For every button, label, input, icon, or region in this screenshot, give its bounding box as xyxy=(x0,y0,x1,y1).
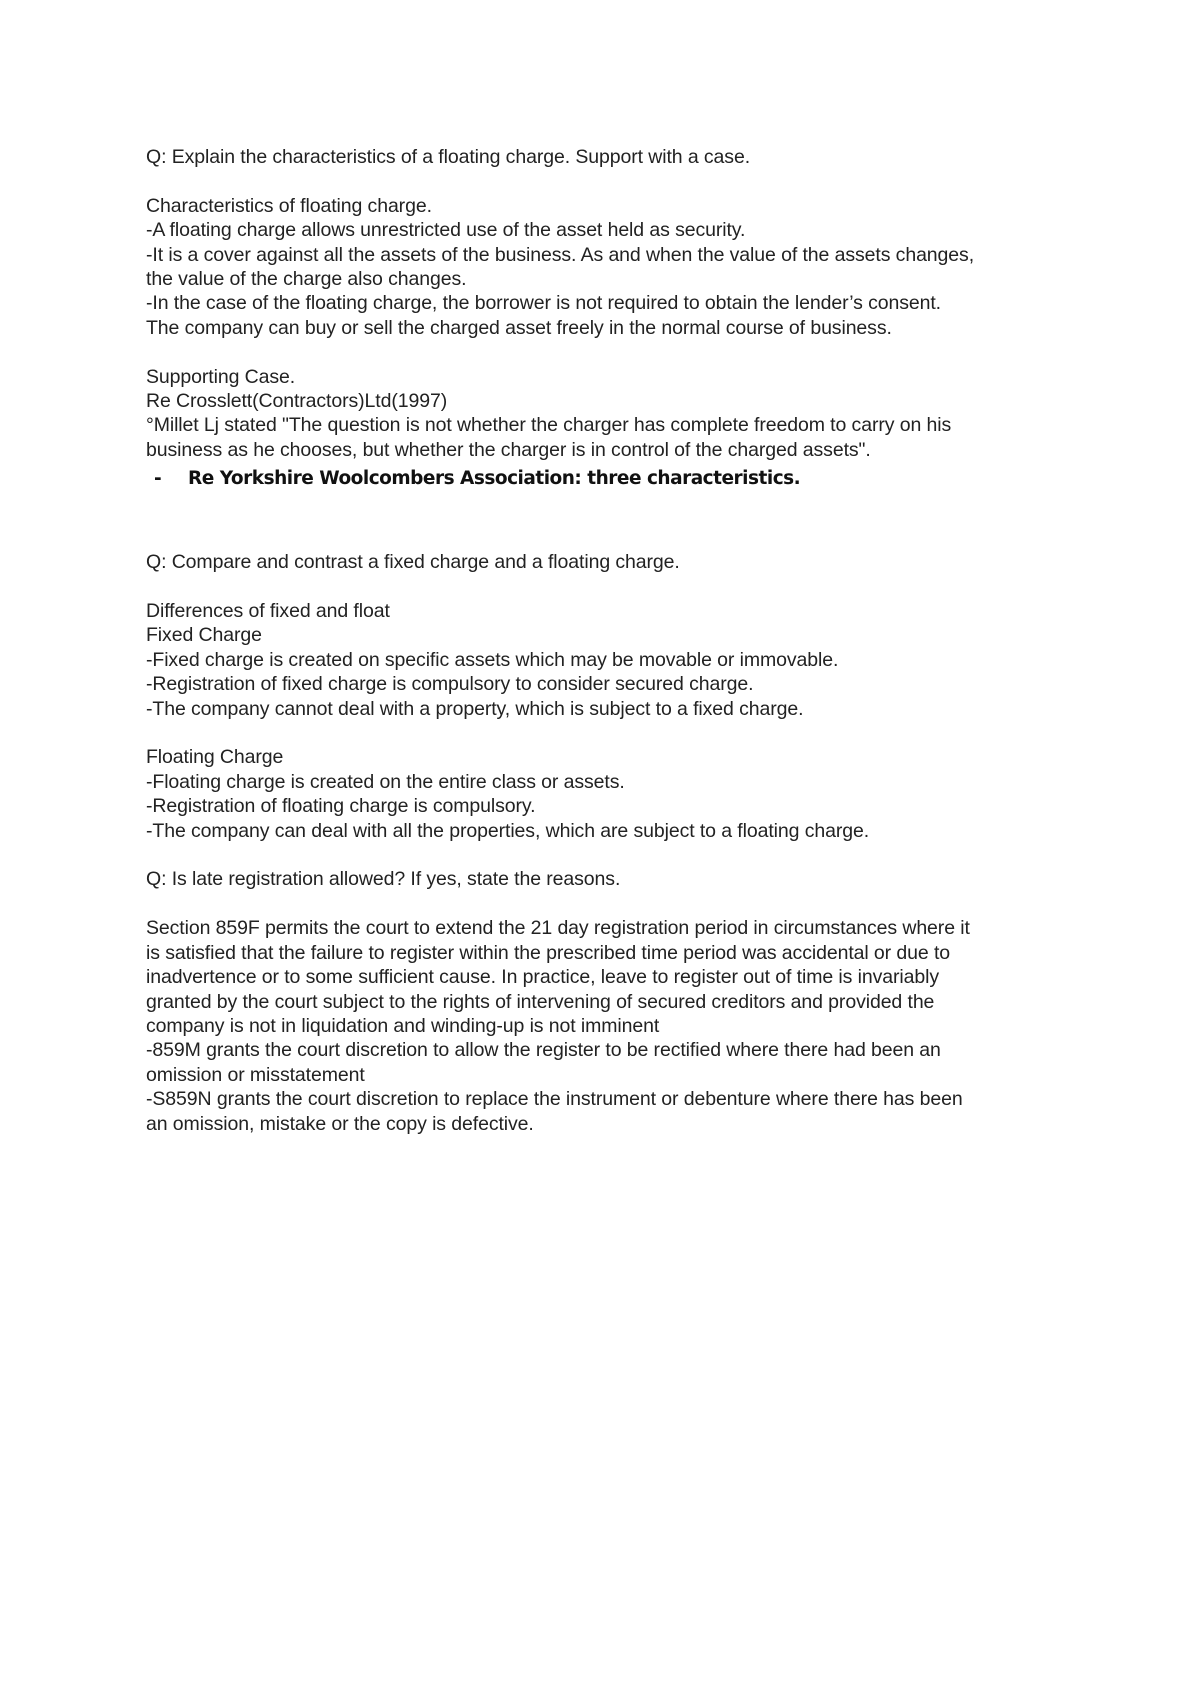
bullet-text: Re Yorkshire Woolcombers Association: three characteristics. xyxy=(188,468,801,490)
q2-heading: Differences of fixed and float xyxy=(146,600,390,623)
fixed-charge-heading: Fixed Charge xyxy=(146,624,262,647)
bullet-dash: - xyxy=(154,468,162,490)
case-name: Re Crosslett(Contractors)Ltd(1997) xyxy=(146,390,448,413)
q1-heading: Characteristics of floating charge. xyxy=(146,194,432,217)
floating-charge-point: -The company can deal with all the properties, which are subject to a floating charge. xyxy=(146,819,870,842)
bold-bullet-item xyxy=(146,466,1076,492)
q1-point: -A floating charge allows unrestricted use of the asset held as security. xyxy=(146,219,746,242)
fixed-charge-point: -Fixed charge is created on specific assets which may be movable or immovable. xyxy=(146,648,839,671)
q2-question: Q: Compare and contrast a fixed charge and a floating charge. xyxy=(146,551,680,574)
q1-point: -It is a cover against all the assets of the business. As and when the value of the assets changes, xyxy=(146,243,975,266)
q3-text-line: inadvertence or to some sufficient cause. In practice, leave to register out of time is invariably xyxy=(146,966,939,989)
fixed-charge-point: -Registration of fixed charge is compulsory to consider secured charge. xyxy=(146,673,754,696)
q3-text-line: Section 859F permits the court to extend the 21 day registration period in circumstances where it xyxy=(146,917,970,940)
q3-text-line: omission or misstatement xyxy=(146,1063,365,1086)
case-heading: Supporting Case. xyxy=(146,365,296,388)
case-quote: °Millet Lj stated "The question is not whether the charger has complete freedom to carry on his xyxy=(146,414,952,437)
q3-text-line: -S859N grants the court discretion to replace the instrument or debenture where there has been xyxy=(146,1088,963,1111)
q3-text-line: granted by the court subject to the rights of intervening of secured creditors and provided the xyxy=(146,990,935,1013)
q3-text-line: is satisfied that the failure to register within the prescribed time period was accidental or due to xyxy=(146,941,951,964)
q1-point: The company can buy or sell the charged asset freely in the normal course of business. xyxy=(146,316,892,339)
case-quote: business as he chooses, but whether the charger is in control of the charged assets". xyxy=(146,438,871,461)
q3-text-line: company is not in liquidation and winding-up is not imminent xyxy=(146,1014,660,1037)
q3-text-line: -859M grants the court discretion to allow the register to be rectified where there had been an xyxy=(146,1039,941,1062)
fixed-charge-point: -The company cannot deal with a property, which is subject to a fixed charge. xyxy=(146,697,804,720)
q1-point: the value of the charge also changes. xyxy=(146,268,467,291)
floating-charge-heading: Floating Charge xyxy=(146,746,284,769)
q3-question: Q: Is late registration allowed? If yes, state the reasons. xyxy=(146,868,621,891)
q1-point: -In the case of the floating charge, the borrower is not required to obtain the lender’s consent. xyxy=(146,292,941,315)
q1-question: Q: Explain the characteristics of a floating charge. Support with a case. xyxy=(146,146,751,168)
floating-charge-point: -Registration of floating charge is compulsory. xyxy=(146,795,536,818)
q3-text-line: an omission, mistake or the copy is defective. xyxy=(146,1112,534,1135)
document-page xyxy=(146,145,1076,1136)
floating-charge-point: -Floating charge is created on the entire class or assets. xyxy=(146,770,625,793)
